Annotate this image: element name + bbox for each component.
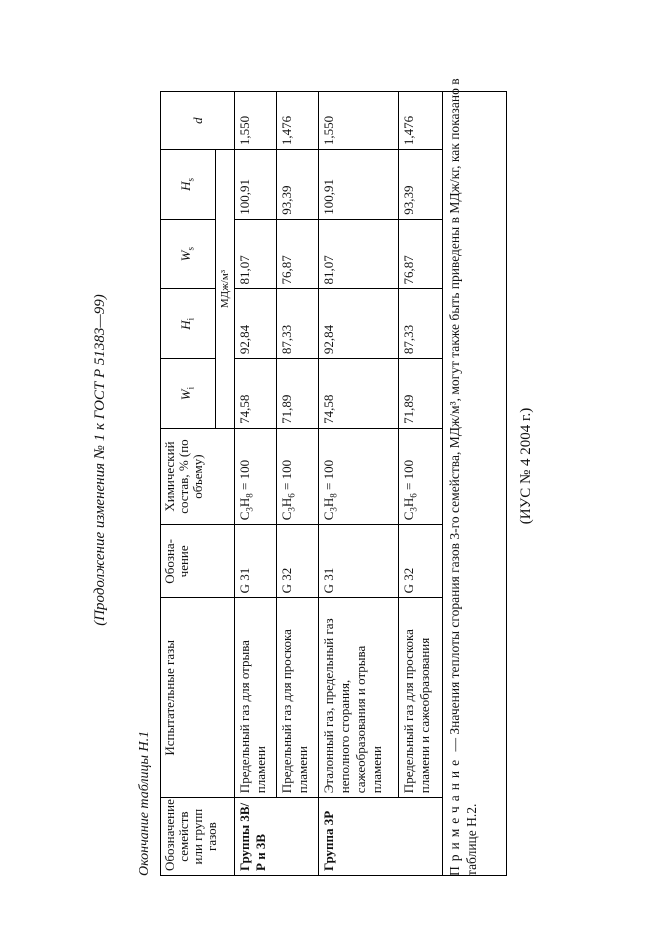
note-text: — Значения теплоты сгорания газов 3-го семейства, МДж/м³, могут также быть приведены в МДж/кг, как показано в таблице Н.2.: [447, 78, 479, 876]
d-cell: 1,550: [319, 92, 399, 150]
hs-cell: 93,39: [277, 150, 319, 220]
hi-cell: 87,33: [277, 289, 319, 359]
ws-cell: 81,07: [319, 219, 399, 289]
wi-cell: 71,89: [399, 359, 443, 429]
header-hs: $H_s$: [161, 150, 216, 220]
header-designation: Обозна-чение: [161, 525, 235, 598]
hi-cell: 92,84: [319, 289, 399, 359]
publication-reference: (ИУС № 4 2004 г.): [518, 407, 534, 525]
hi-cell: 92,84: [235, 289, 277, 359]
hi-cell: 87,33: [399, 289, 443, 359]
group-cell: Группа 3Р: [319, 798, 443, 876]
d-cell: 1,476: [277, 92, 319, 150]
ws-cell: 81,07: [235, 219, 277, 289]
header-hi: $H_i$: [161, 289, 216, 359]
group-cell: Группы 3В/Р и 3В: [235, 798, 319, 876]
composition-cell: $C_3H_8 = 100$: [319, 428, 399, 524]
wi-cell: 74,58: [319, 359, 399, 429]
d-cell: 1,476: [399, 92, 443, 150]
hs-cell: 93,39: [399, 150, 443, 220]
note-label: Примечание: [447, 754, 462, 876]
ws-cell: 76,87: [399, 219, 443, 289]
header-composition: Химический состав, % (по объему): [161, 428, 235, 524]
header-group: Обозначение семейств или групп газов: [161, 798, 235, 876]
ws-cell: 76,87: [277, 219, 319, 289]
header-ws: $W_s$: [161, 219, 216, 289]
wi-cell: 71,89: [277, 359, 319, 429]
gas-cell: Предельный газ для проскока пламени и сажеобразования: [399, 598, 443, 798]
table-caption: Окончание таблицы Н.1: [137, 730, 152, 876]
gas-cell: Предельный газ для проскока пламени: [277, 598, 319, 798]
gas-cell: Эталонный газ, предельный газ неполного сгорания, сажеобразования и отрыва пламени: [319, 598, 399, 798]
designation-cell: G 32: [399, 525, 443, 598]
composition-cell: $C_3H_8 = 100$: [235, 428, 277, 524]
continuation-header: (Продолжение изменения № 1 к ГОСТ Р 51383—99): [92, 294, 108, 626]
header-unit: МДж/м³: [216, 150, 235, 429]
composition-cell: $C_3H_6 = 100$: [399, 428, 443, 524]
table-note: [446, 76, 480, 876]
header-wi: $W_i$: [161, 359, 216, 429]
header-d: d: [161, 92, 235, 150]
designation-cell: G 31: [235, 525, 277, 598]
hs-cell: 100,91: [319, 150, 399, 220]
gas-cell: Предельный газ для отрыва пламени: [235, 598, 277, 798]
designation-cell: G 31: [319, 525, 399, 598]
d-cell: 1,550: [235, 92, 277, 150]
wi-cell: 74,58: [235, 359, 277, 429]
hs-cell: 100,91: [235, 150, 277, 220]
header-test-gases: Испытательные газы: [161, 598, 235, 798]
composition-cell: $C_3H_6 = 100$: [277, 428, 319, 524]
designation-cell: G 32: [277, 525, 319, 598]
